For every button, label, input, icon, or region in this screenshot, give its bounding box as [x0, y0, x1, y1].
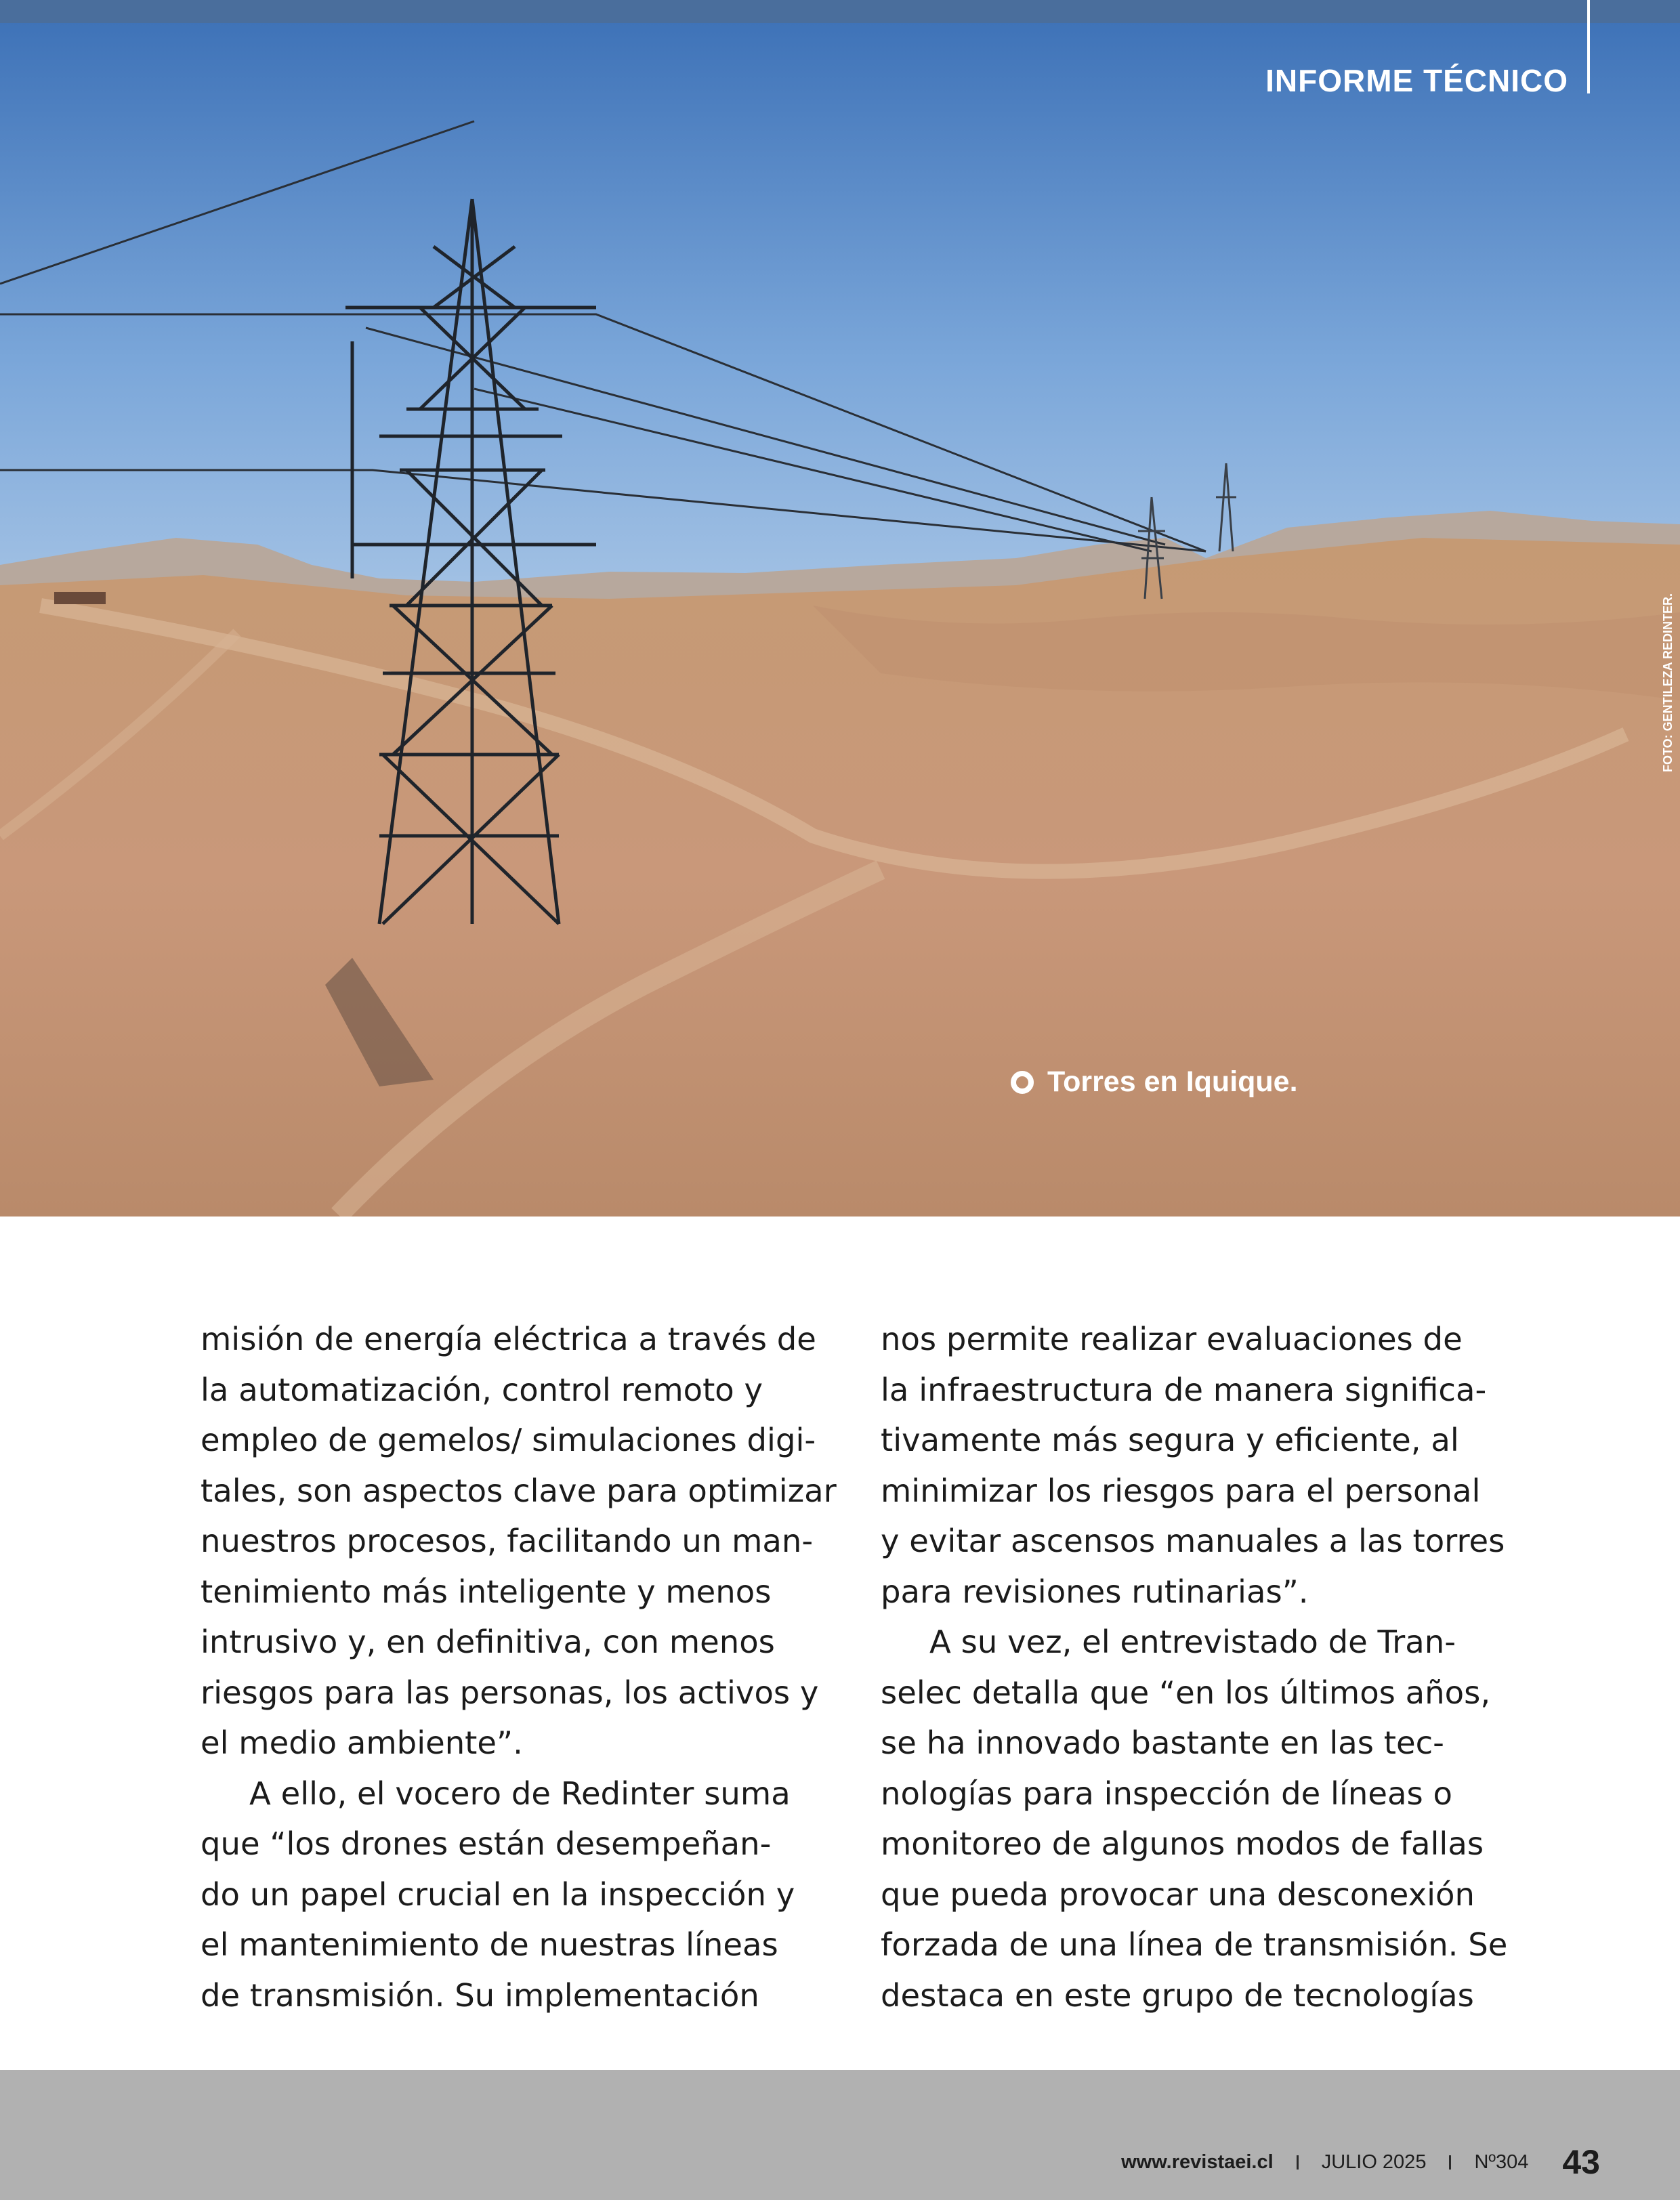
magazine-url: www.revistaei.cl [1121, 2151, 1274, 2173]
photo-credit: FOTO: GENTILEZA REDINTER. [1661, 593, 1675, 772]
text-line: empleo de gemelos/ simulaciones digi- [201, 1422, 816, 1458]
text-line: tales, son aspectos clave para optimizar [201, 1472, 837, 1509]
text-line: selec detalla que “en los últimos años, [881, 1674, 1491, 1711]
article-column-left [201, 1314, 851, 2021]
text-line: y evitar ascensos manuales a las torres [881, 1523, 1505, 1559]
text-line: riesgos para las personas, los activos y [201, 1674, 819, 1711]
footer-info [1121, 2142, 1600, 2182]
top-color-bar [0, 0, 1680, 23]
text-line: A ello, el vocero de Redinter suma [249, 1775, 791, 1812]
text-line: de transmisión. Su implementación [201, 1976, 759, 2014]
text-line: el medio ambiente”. [201, 1725, 523, 1761]
text-line: la infraestructura de manera significa- [881, 1371, 1487, 1408]
footer-separator [1297, 2155, 1299, 2170]
text-line: monitoreo de algunos modos de fallas [881, 1825, 1484, 1862]
section-label: INFORME TÉCNICO [1265, 63, 1568, 98]
text-line: nos permite realizar evaluaciones de [881, 1321, 1463, 1357]
desert-transmission-towers-image [0, 23, 1680, 1217]
photo-caption [1011, 1065, 1298, 1099]
text-line: nologías para inspección de líneas o [881, 1775, 1452, 1812]
text-line: tenimiento más inteligente y menos [201, 1573, 772, 1610]
section-divider [1587, 0, 1590, 93]
hero-photo [0, 23, 1680, 1217]
text-line: minimizar los riesgos para el personal [881, 1472, 1481, 1509]
text-line: la automatización, control remoto y [201, 1371, 763, 1408]
text-line: tivamente más segura y eficiente, al [881, 1422, 1459, 1458]
text-line: do un papel crucial en la inspección y [201, 1876, 795, 1913]
photo-caption-text: Torres en Iquique. [1047, 1065, 1298, 1098]
page-number: 43 [1562, 2143, 1600, 2181]
text-line: el mantenimiento de nuestras líneas [201, 1926, 778, 1963]
issue-date: JULIO 2025 [1321, 2151, 1427, 2173]
text-line: intrusivo y, en definitiva, con menos [201, 1624, 775, 1660]
text-line: destaca en este grupo de tecnologías [881, 1976, 1474, 2014]
issue-number: Nº304 [1474, 2151, 1529, 2173]
text-line: que “los drones están desempeñan- [201, 1825, 772, 1862]
footer-separator [1449, 2155, 1451, 2170]
text-line: que pueda provocar una desconexión [881, 1876, 1475, 1913]
text-line: A su vez, el entrevistado de Tran- [929, 1624, 1456, 1660]
caption-bullet-icon [1011, 1071, 1034, 1094]
text-line: forzada de una línea de transmisión. Se [881, 1926, 1508, 1963]
text-line: misión de energía eléctrica a través de [201, 1321, 816, 1357]
text-line: nuestros procesos, facilitando un man- [201, 1523, 814, 1559]
article-column-right [881, 1314, 1531, 2021]
text-line: para revisiones rutinarias”. [881, 1573, 1309, 1610]
text-line: se ha innovado bastante en las tec- [881, 1725, 1444, 1761]
